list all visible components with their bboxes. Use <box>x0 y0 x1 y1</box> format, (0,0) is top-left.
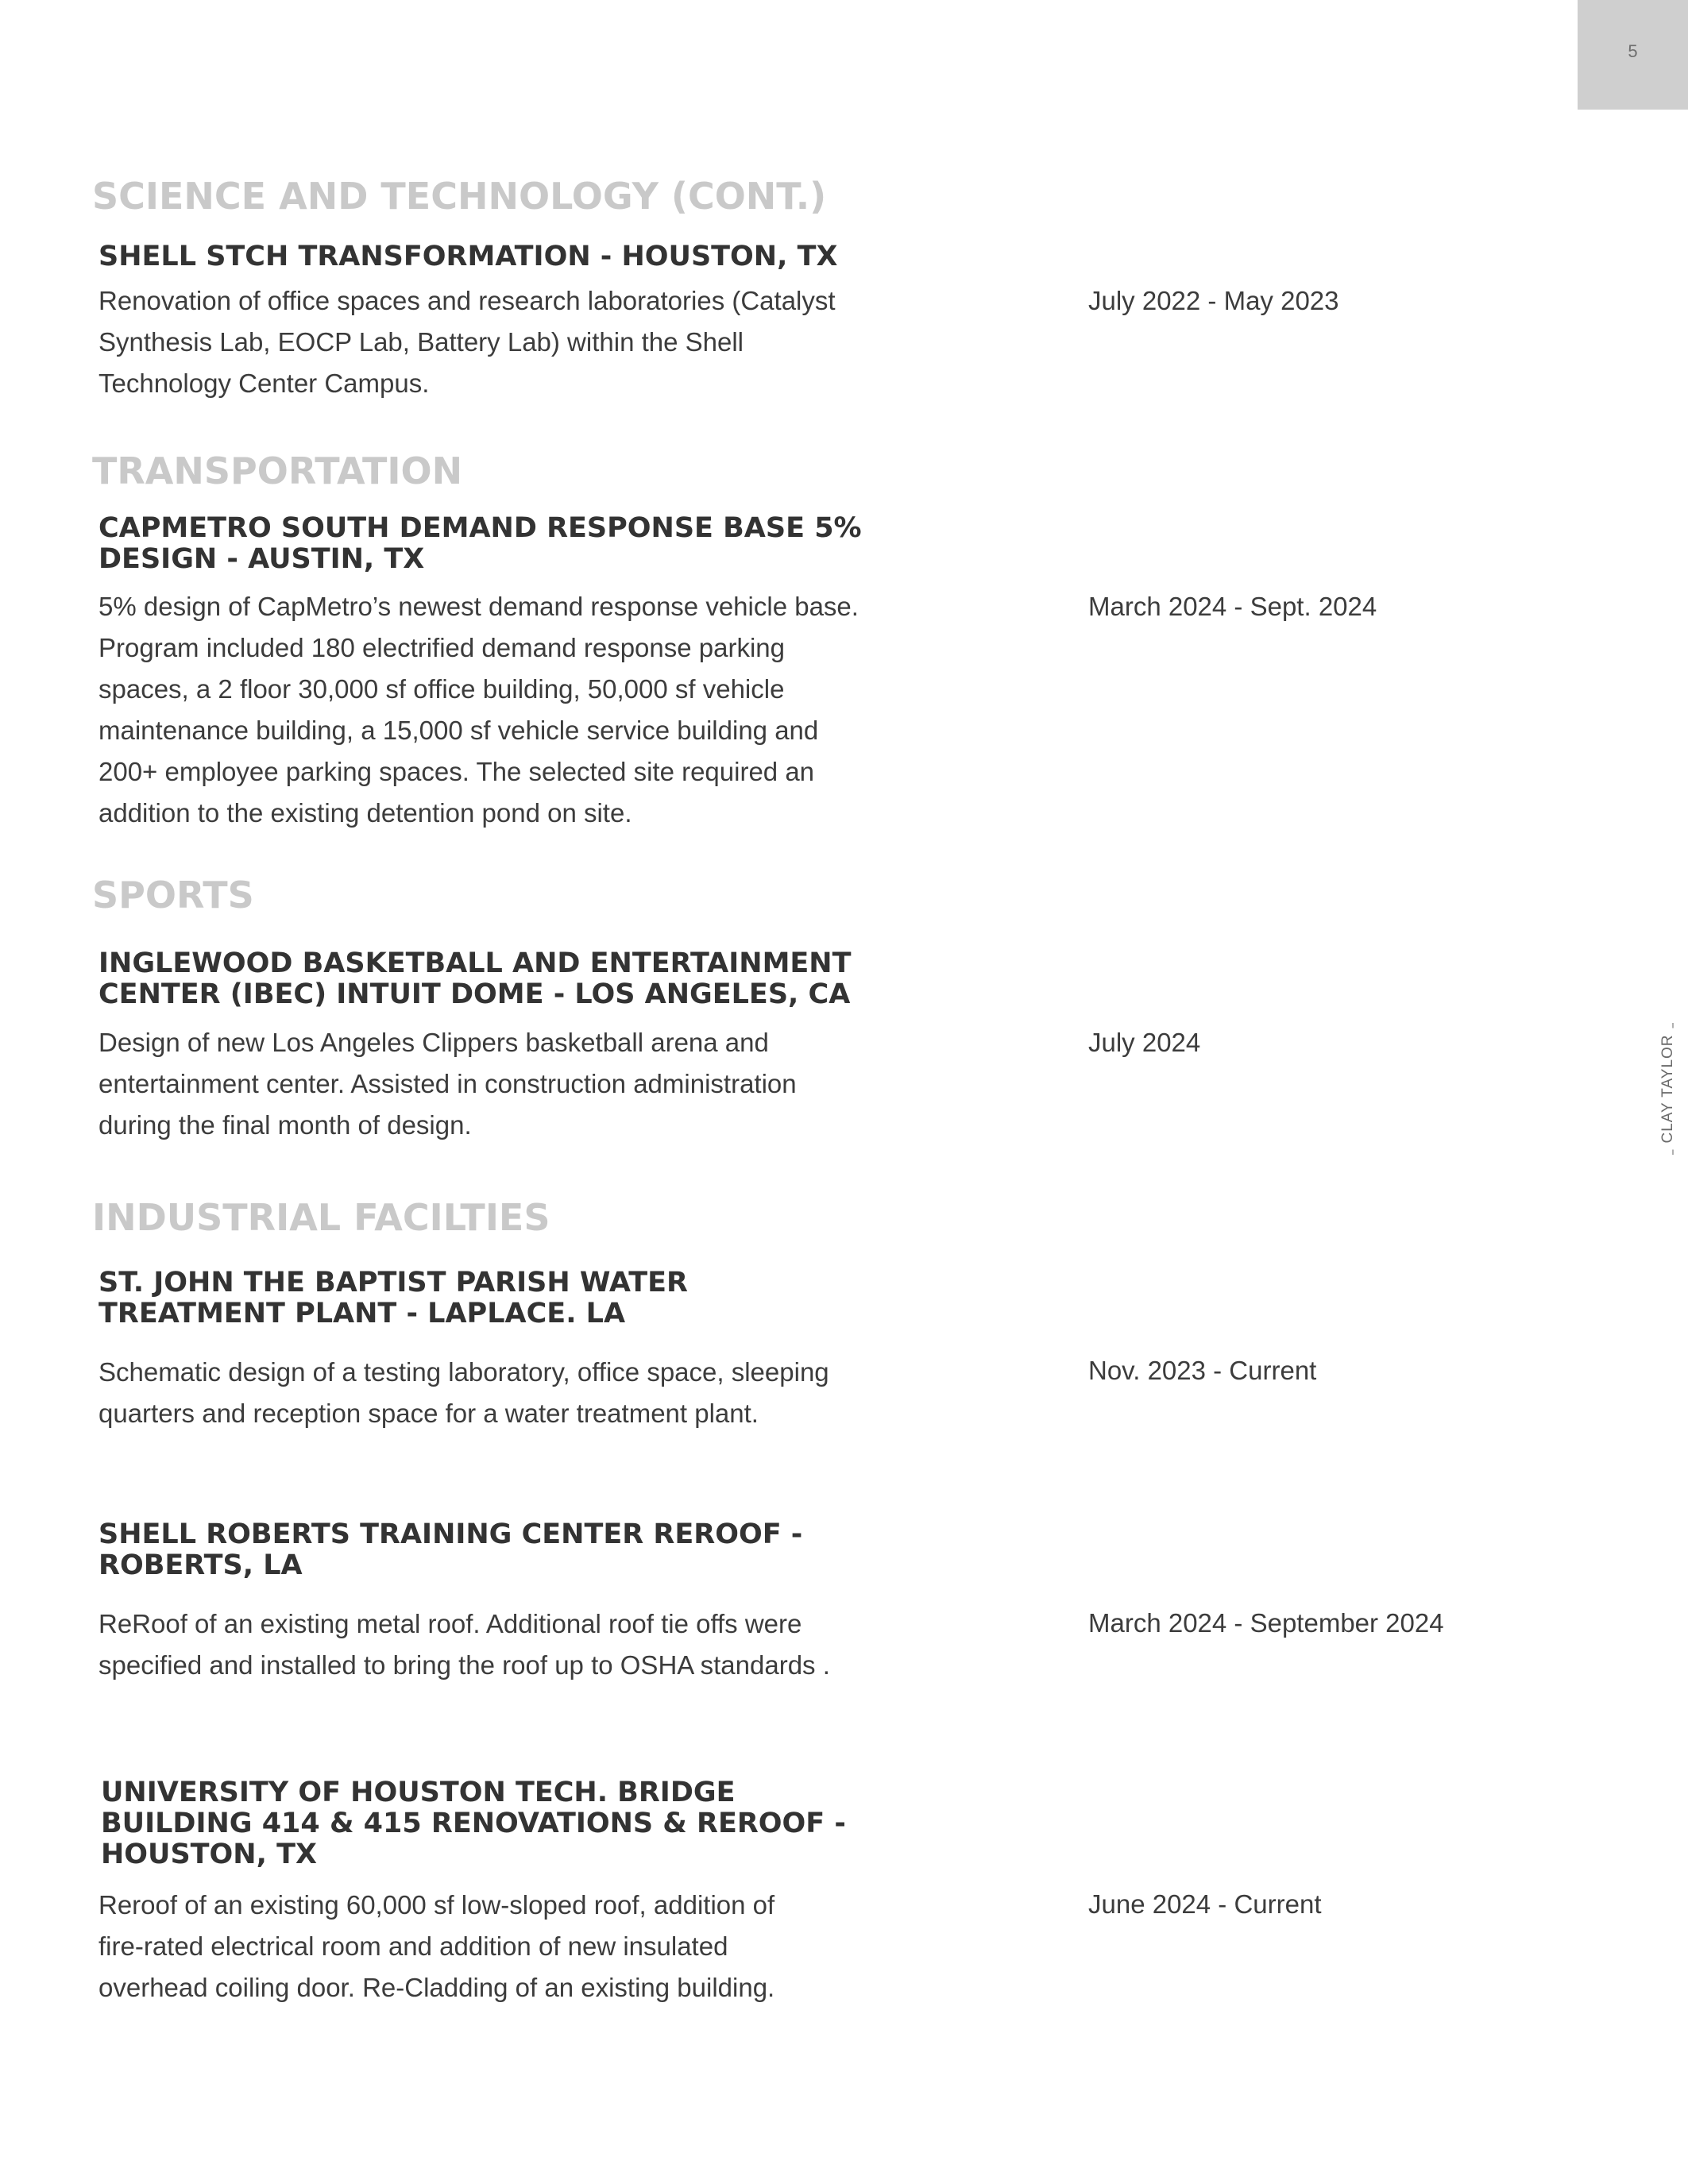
project-title: ST. JOHN THE BAPTIST PARISH WATER TREATMENT PLANT - LAPLACE. LA <box>98 1267 688 1329</box>
section-heading-transportation: TRANSPORTATION <box>92 450 463 492</box>
project-date: March 2024 - September 2024 <box>1088 1608 1444 1638</box>
project-title: UNIVERSITY OF HOUSTON TECH. BRIDGE BUILDING 414 & 415 RENOVATIONS & REROOF - HOUSTON, TX <box>101 1777 846 1870</box>
project-description: Schematic design of a testing laboratory, office space, sleeping quarters and reception space for a water treatment plant. <box>98 1357 829 1428</box>
project-title: INGLEWOOD BASKETBALL AND ENTERTAINMENT CENTER (IBEC) INTUIT DOME - LOS ANGELES, CA <box>98 947 852 1010</box>
project-title: CAPMETRO SOUTH DEMAND RESPONSE BASE 5% DESIGN - AUSTIN, TX <box>98 512 862 575</box>
section-heading-science-technology: SCIENCE AND TECHNOLOGY (CONT.) <box>92 175 827 218</box>
project-description: Design of new Los Angeles Clippers basketball arena and entertainment center. Assisted in construction administration during the final month of design. <box>98 1028 797 1140</box>
project-date: Nov. 2023 - Current <box>1088 1356 1317 1385</box>
project-description: ReRoof of an existing metal roof. Additional roof tie offs were specified and installed to bring the roof up to OSHA standards . <box>98 1609 830 1680</box>
project-date: June 2024 - Current <box>1088 1889 1322 1919</box>
page-number: 5 <box>1628 41 1638 61</box>
project-date: March 2024 - Sept. 2024 <box>1088 592 1377 621</box>
project-title: SHELL STCH TRANSFORMATION - HOUSTON, TX <box>98 241 838 272</box>
side-label <box>1652 1023 1684 1155</box>
section-heading-sports: SPORTS <box>92 874 254 916</box>
project-description: 5% design of CapMetro’s newest demand response vehicle base. Program included 180 electrified demand response parking spaces, a 2 floor 30,000 sf office building, 50,000 sf vehicle maintenance building, a 15,000 sf vehicle service building and 200+ employee parking spaces. The selected site required an addition to the existing detention pond on site. <box>98 592 859 828</box>
project-date: July 2024 <box>1088 1028 1201 1057</box>
project-title: SHELL ROBERTS TRAINING CENTER REROOF - ROBERTS, LA <box>98 1518 803 1581</box>
project-date: July 2022 - May 2023 <box>1088 286 1339 315</box>
page-number-tab <box>1578 0 1688 110</box>
side-label-text: CLAY TAYLOR <box>1659 1028 1677 1149</box>
project-description: Renovation of office spaces and research laboratories (Catalyst Synthesis Lab, EOCP Lab, Battery Lab) within the Shell Technology Center Campus. <box>98 286 836 398</box>
project-description: Reroof of an existing 60,000 sf low-sloped roof, addition of fire-rated electrical room and addition of new insulated overhead coiling door. Re-Cladding of an existing building. <box>98 1890 775 2002</box>
section-heading-industrial-facilities: INDUSTRIAL FACILTIES <box>92 1196 550 1239</box>
